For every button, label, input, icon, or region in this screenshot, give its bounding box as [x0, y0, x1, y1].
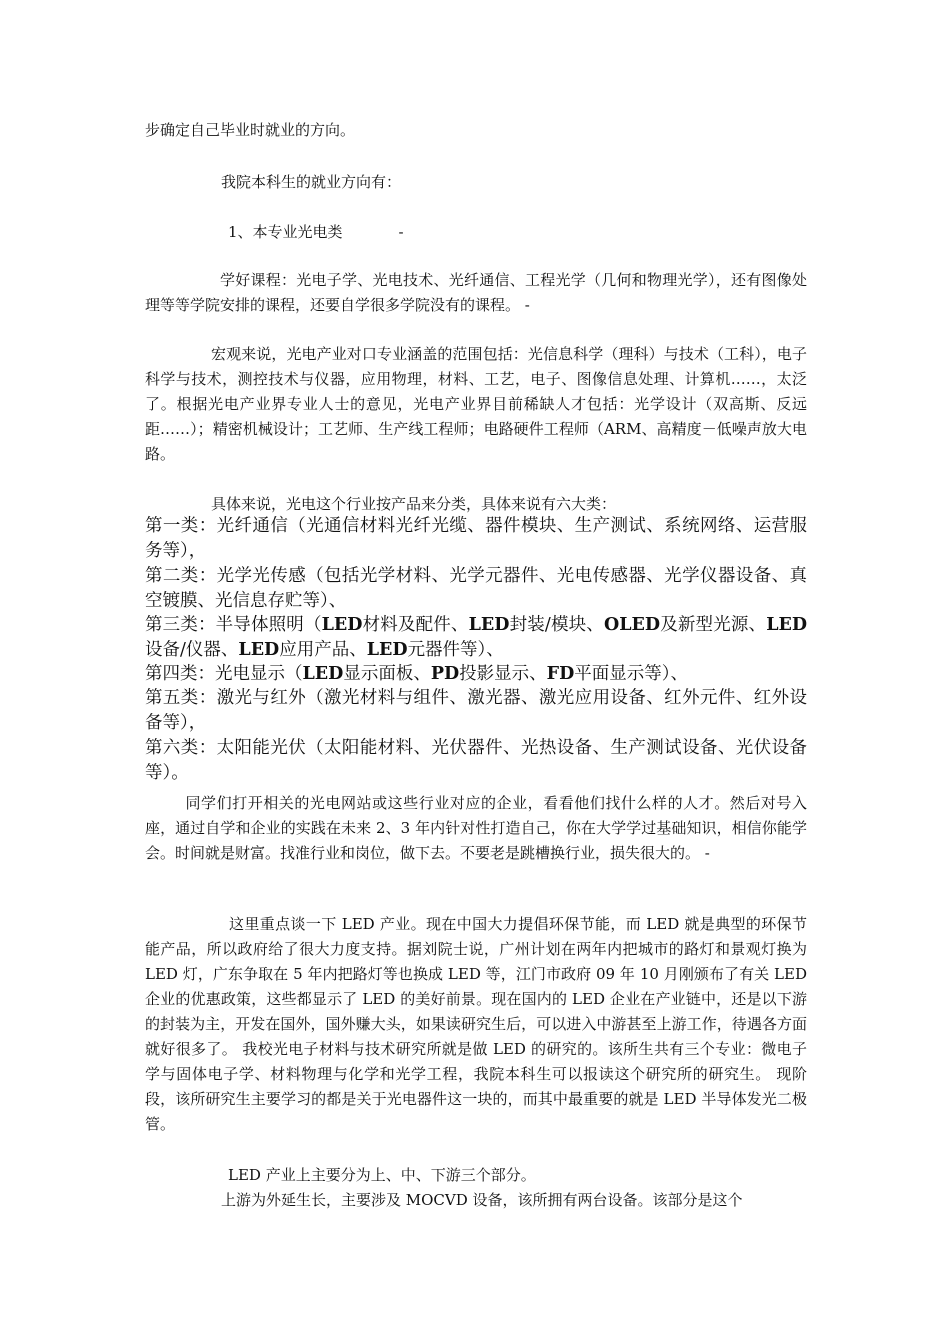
paragraph-courses: 学好课程：光电子学、光电技术、光纤通信、工程光学（几何和物理光学），还有图像处理等等学院安排的课程，还要自学很多学院没有的课程。 - — [145, 271, 807, 314]
category-3-term: LED — [238, 639, 280, 660]
category-4-text: 显示面板、 — [343, 664, 431, 684]
category-3-text: 及新型光源、 — [660, 615, 767, 635]
list-item-label: 1、本专业光电类 — [228, 223, 343, 241]
paragraph-upstream: 上游为外延生长，主要涉及 MOCVD 设备，该所拥有两台设备。该部分是这个 — [221, 1191, 743, 1209]
paragraph-find-talent: 同学们打开相关的光电网站或这些行业对应的企业，看看他们找什么样的人才。然后对号入座，通过自学和企业的实践在未来 2、3 年内针对性打造自己，你在大学学过基础知识，相信你能学会。时间就是财富。找准行业和岗位，做下去。不要老是跳槽换行业，损失很大的。 - — [145, 794, 807, 862]
paragraph-six-categories-intro: 具体来说，光电这个行业按产品来分类，具体来说有六大类： — [211, 495, 617, 513]
category-4-text: 投影显示、 — [459, 664, 547, 684]
category-4 — [145, 662, 807, 687]
list-item-photoelectric — [228, 220, 788, 245]
category-3-term: LED — [366, 639, 408, 660]
category-6: 第六类：太阳能光伏（太阳能材料、光伏器件、光热设备、生产测试设备、光伏设备等）。 — [145, 738, 807, 783]
category-3-term: LED — [468, 615, 510, 635]
category-4-text: 第四类：光电显示（ — [145, 664, 303, 684]
category-3-term: LED — [321, 615, 363, 635]
paragraph-led-segments: LED 产业上主要分为上、中、下游三个部分。 — [228, 1166, 536, 1184]
category-3-text: 设备/仪器、 — [145, 639, 239, 660]
category-4-term: LED — [302, 664, 344, 684]
paragraph-led-industry: 这里重点谈一下 LED 产业。现在中国大力提倡环保节能，而 LED 就是典型的环保节能产品，所以政府给了很大力度支持。据刘院士说，广州计划在两年内把城市的路灯和景观灯换为 LED 灯，广东争取在 5 年内把路灯等也换成 LED 等，江门市政府 09 年 10 月刚颁布了有关 LED 企业的优惠政策，这些都显示了 LED 的美好前景。现在国内的 LED 企业在产业链中，还是以下游的封装为主，开发在国外，国外赚大头，如果读研究生后，可以进入中游甚至上游工作，待遇各方面就好很多了。 我校光电子材料与技术研究所就是做 LED 的研究的。该所生共有三个专业：微电子学与固体电子学、材料物理与化学和光学工程，我院本科生可以报读这个研究所的研究生。 现阶段，该所研究生主要学习的都是关于光电器件这一块的，而其中最重要的就是 LED 半导体发光二极管。 — [145, 915, 807, 1133]
dash-marker: - — [398, 223, 404, 241]
category-4-term: FD — [546, 664, 575, 684]
category-2: 第二类：光学光传感（包括光学材料、光学元器件、光电传感器、光学仪器设备、真空镀膜、光信息存贮等）、 — [145, 566, 807, 611]
category-3-text: 第三类：半导体照明（ — [145, 615, 322, 635]
category-4-term: PD — [430, 664, 460, 684]
category-3-term: LED — [766, 615, 808, 635]
category-3-text: 应用产品、 — [279, 639, 367, 660]
category-3-text: 元器件等）、 — [407, 639, 504, 660]
paragraph-line-1: 步确定自己毕业时就业的方向。 — [145, 121, 356, 139]
category-1: 第一类：光纤通信（光通信材料光纤光缆、器件模块、生产测试、系统网络、运营服务等）， — [145, 516, 807, 561]
category-3 — [145, 613, 807, 662]
category-5: 第五类：激光与红外（激光材料与组件、激光器、激光应用设备、红外元件、红外设备等）， — [145, 688, 807, 733]
category-3-text: 材料及配件、 — [362, 615, 469, 635]
category-3-text: 封装/模块、 — [509, 615, 604, 635]
category-4-text: 平面显示等）、 — [574, 664, 689, 684]
category-3-term: OLED — [603, 615, 661, 635]
paragraph-macro-overview: 宏观来说，光电产业对口专业涵盖的范围包括：光信息科学（理科）与技术（工科），电子科学与技术，测控技术与仪器，应用物理，材料、工艺，电子、图像信息处理、计算机……，太泛了。根据光电产业界专业人士的意见，光电产业界目前稀缺人才包括：光学设计（双高斯、反远距……）；精密机械设计；工艺师、生产线工程师；电路硬件工程师（ARM、高精度－低噪声放大电路。 — [145, 345, 807, 463]
paragraph-heading-directions: 我院本科生的就业方向有： — [221, 173, 402, 191]
